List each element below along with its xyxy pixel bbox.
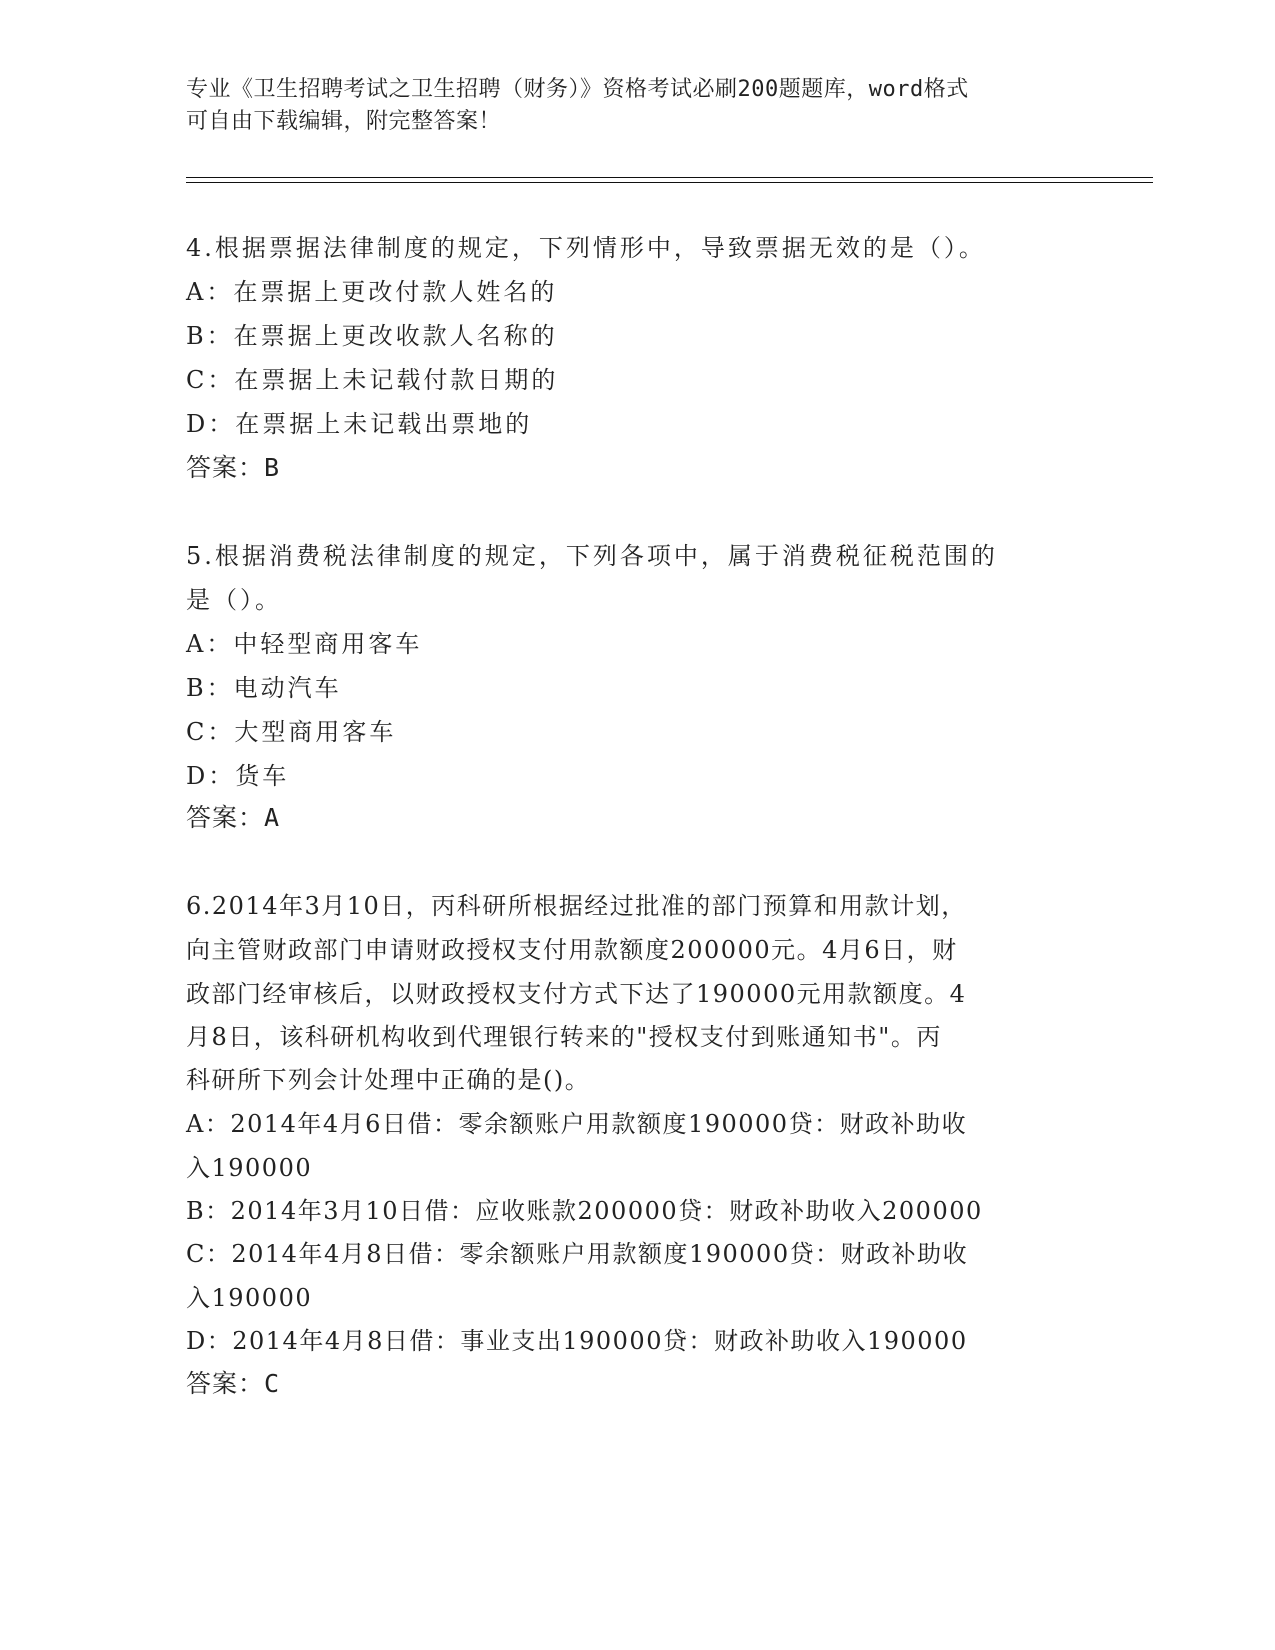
option-c: C：在票据上未记载付款日期的: [186, 366, 559, 394]
header-divider-bottom: [186, 182, 1153, 183]
option-a-continued: 入190000: [186, 1154, 313, 1182]
option-d: D：在票据上未记载出票地的: [186, 410, 533, 438]
question-stem-line: 政部门经审核后，以财政授权支付方式下达了190000元用款额度。4: [186, 980, 967, 1008]
option-a: A：2014年4月6日借：零余额账户用款额度190000贷：财政补助收: [186, 1110, 968, 1138]
option-b: B：2014年3月10日借：应收账款200000贷：财政补助收入200000: [186, 1197, 983, 1225]
option-d: D：货车: [186, 762, 290, 790]
answer-label: 答案：B: [186, 453, 281, 482]
option-d: D：2014年4月8日借：事业支出190000贷：财政补助收入190000: [186, 1327, 968, 1355]
option-a: A：中轻型商用客车: [186, 630, 423, 658]
question-stem-line: 5.根据消费税法律制度的规定，下列各项中，属于消费税征税范围的: [186, 542, 998, 570]
option-b: B：电动汽车: [186, 674, 342, 702]
answer-label: 答案：A: [186, 803, 281, 832]
option-a: A：在票据上更改付款人姓名的: [186, 278, 558, 306]
document-header: [186, 74, 1066, 138]
header-line-1: 专业《卫生招聘考试之卫生招聘（财务）》资格考试必刷200题题库，word格式: [186, 77, 969, 102]
header-line-2: 可自由下载编辑，附完整答案！: [186, 109, 502, 134]
question-stem-line: 向主管财政部门申请财政授权支付用款额度200000元。4月6日，财: [186, 936, 958, 964]
question-stem-line: 4.根据票据法律制度的规定，下列情形中，导致票据无效的是（）。: [186, 234, 986, 262]
question-stem-line: 月8日，该科研机构收到代理银行转来的"授权支付到账通知书"。丙: [186, 1023, 942, 1051]
question-stem-line: 科研所下列会计处理中正确的是()。: [186, 1066, 591, 1094]
question-stem-line: 是（）。: [186, 586, 282, 614]
question-stem-line: 6.2014年3月10日，丙科研所根据经过批准的部门预算和用款计划，: [186, 892, 967, 920]
header-divider-top: [186, 177, 1153, 178]
option-c: C：2014年4月8日借：零余额账户用款额度190000贷：财政补助收: [186, 1240, 969, 1268]
option-b: B：在票据上更改收款人名称的: [186, 322, 558, 350]
option-c: C：大型商用客车: [186, 718, 397, 746]
option-c-continued: 入190000: [186, 1284, 313, 1312]
answer-label: 答案：C: [186, 1369, 281, 1398]
